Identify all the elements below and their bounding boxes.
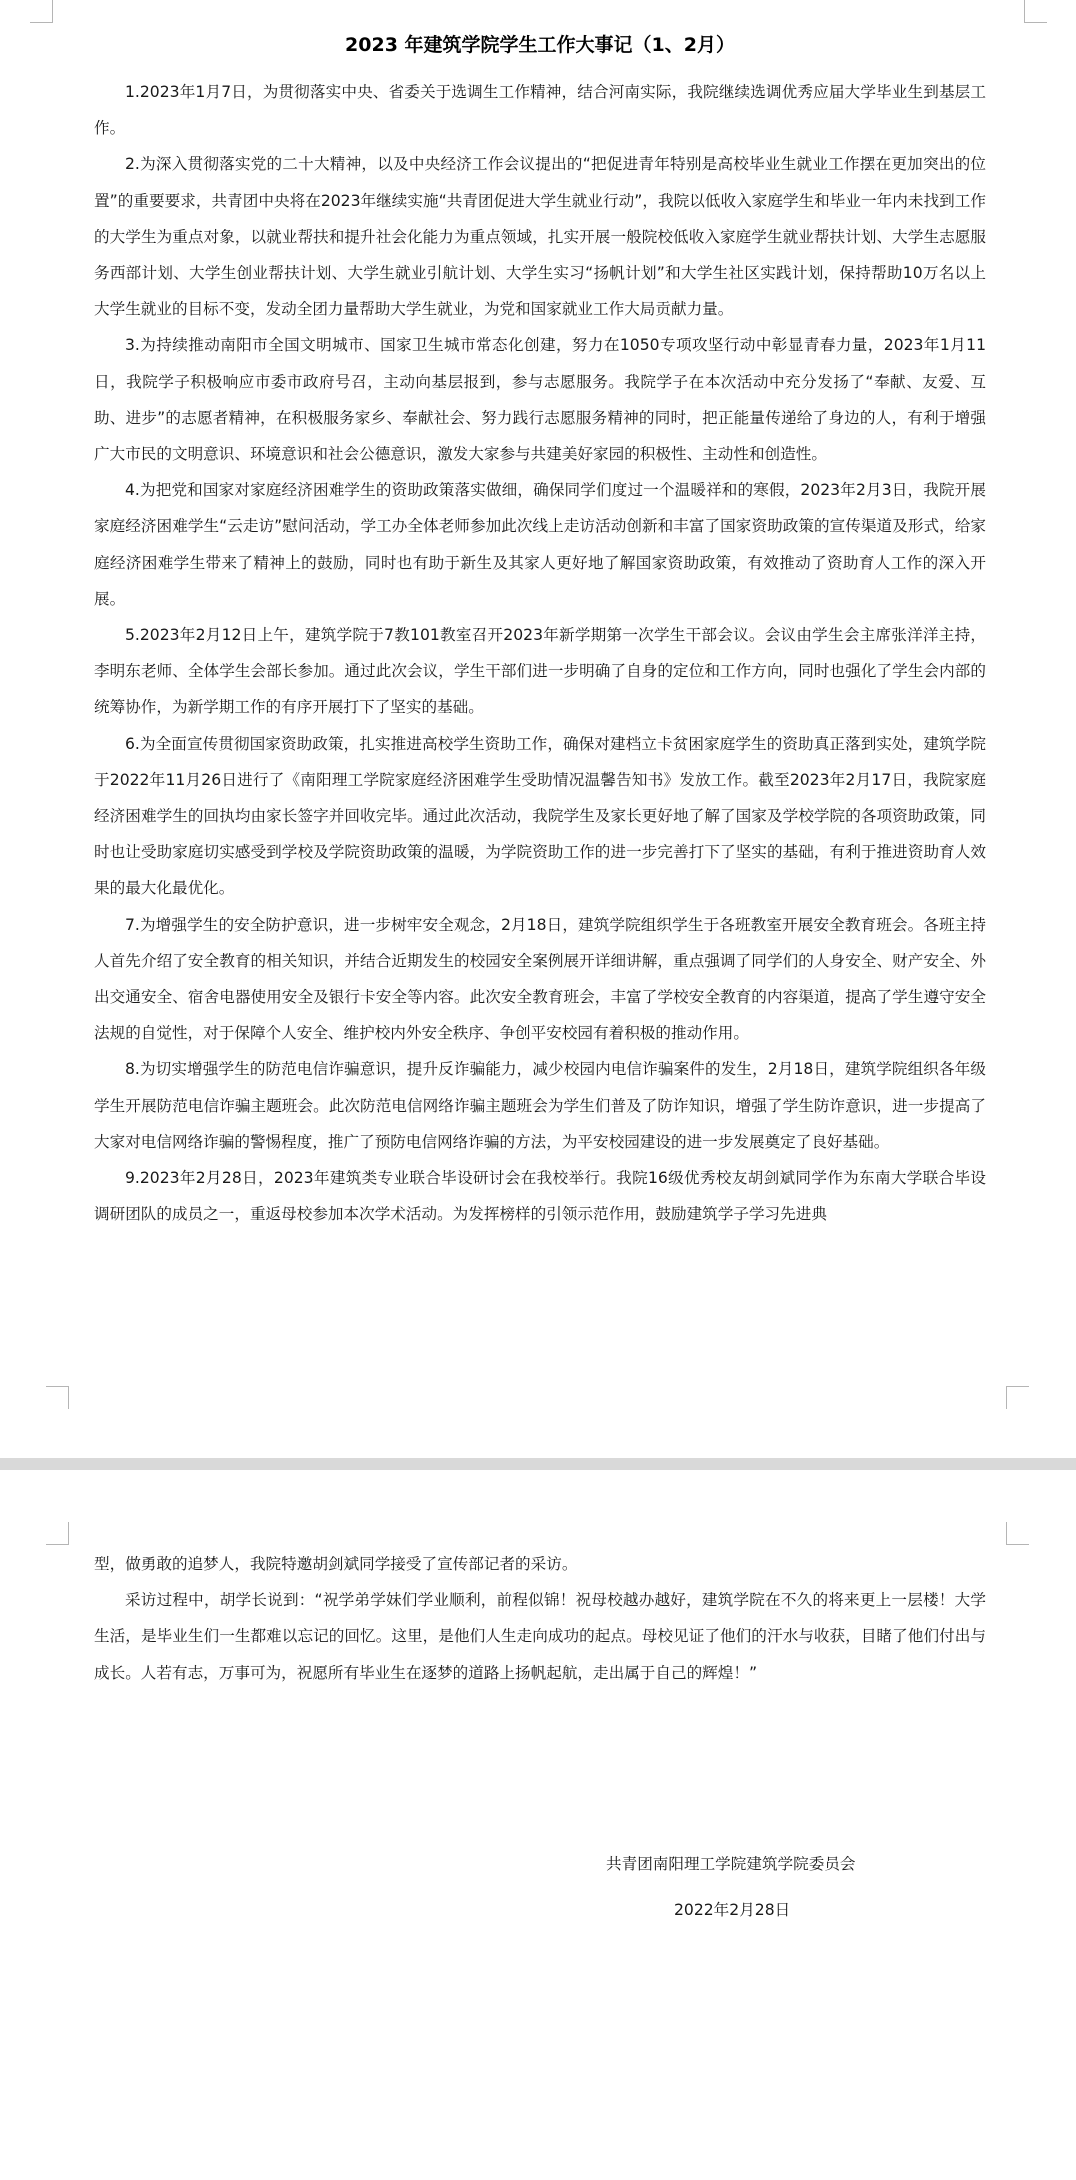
event-paragraph-4: 4.为把党和国家对家庭经济困难学生的资助政策落实做细，确保同学们度过一个温暖祥和的寒假，2023年2月3日，我院开展家庭经济困难学生“云走访”慰问活动，学工办全体老师参加此次线上走访活动创新和丰富了国家资助政策的宣传渠道及形式，给家庭经济困难学生带来了精神上的鼓励，同时也有助于新生及其家人更好地了解国家资助政策，有效推动了资助育人工作的深入开展。 (94, 481, 986, 608)
page-corner-mark (30, 0, 53, 23)
event-paragraph-9-continued: 型，做勇敢的追梦人，我院特邀胡剑斌同学接受了宣传部记者的采访。 (94, 1555, 578, 1573)
event-paragraph-5: 5.2023年2月12日上午，建筑学院于7教101教室召开2023年新学期第一次学生干部会议。会议由学生会主席张洋洋主持，李明东老师、全体学生会部长参加。通过此次会议，学生干部们进一步明确了自身的定位和工作方向，同时也强化了学生会内部的统筹协作，为新学期工作的有序开展打下了坚实的基础。 (94, 626, 986, 717)
event-paragraph-6: 6.为全面宣传贯彻国家资助政策，扎实推进高校学生资助工作，确保对建档立卡贫困家庭学生的资助真正落到实处，建筑学院于2022年11月26日进行了《南阳理工学院家庭经济困难学生受助情况温馨告知书》发放工作。截至2023年2月17日，我院家庭经济困难学生的回执均由家长签字并回收完毕。通过此次活动，我院学生及家长更好地了解了国家及学校学院的各项资助政策，同时也让受助家庭切实感受到学校及学院资助政策的温暖，为学院资助工作的进一步完善打下了坚实的基础，有利于推进资助育人效果的最大化最优化。 (94, 734, 986, 898)
page-corner-mark (46, 1522, 69, 1545)
event-paragraph-3: 3.为持续推动南阳市全国文明城市、国家卫生城市常态化创建，努力在1050专项攻坚行动中彰显青春力量，2023年1月11日，我院学子积极响应市委市政府号召，主动向基层报到，参与志愿服务。我院学子在本次活动中充分发扬了“奉献、友爱、互助、进步”的志愿者精神，在积极服务家乡、奉献社会、努力践行志愿服务精神的同时，把正能量传递给了身边的人，有利于增强广大市民的文明意识、环境意识和社会公德意识，激发大家参与共建美好家园的积极性、主动性和创造性。 (94, 336, 986, 464)
page-corner-mark (1006, 1386, 1029, 1409)
document-page-2 (0, 1470, 1076, 2180)
signature-organization: 共青团南阳理工学院建筑学院委员会 (606, 1855, 856, 1873)
page-1-content (94, 30, 986, 1233)
event-paragraph-8: 8.为切实增强学生的防范电信诈骗意识，提升反诈骗能力，减少校园内电信诈骗案件的发生，2月18日，建筑学院组织各年级学生开展防范电信诈骗主题班会。此次防范电信网络诈骗主题班会为学生们普及了防诈知识，增强了学生防诈意识，进一步提高了大家对电信网络诈骗的警惕程度，推广了预防电信网络诈骗的方法，为平安校园建设的进一步发展奠定了良好基础。 (94, 1060, 986, 1151)
page-2-content (94, 1546, 986, 1691)
page-corner-mark (1024, 0, 1047, 23)
document-title: 2023 年建筑学院学生工作大事记（1、2月） (345, 34, 735, 56)
event-paragraph-7: 7.为增强学生的安全防护意识，进一步树牢安全观念，2月18日，建筑学院组织学生于各班教室开展安全教育班会。各班主持人首先介绍了安全教育的相关知识，并结合近期发生的校园安全案例展开详细讲解，重点强调了同学们的人身安全、财产安全、外出交通安全、宿舍电器使用安全及银行卡安全等内容。此次安全教育班会，丰富了学校安全教育的内容渠道，提高了学生遵守安全法规的自觉性，对于保障个人安全、维护校内外安全秩序、争创平安校园有着积极的推动作用。 (94, 915, 986, 1043)
page-separator (0, 1458, 1076, 1470)
signature-date: 2022年2月28日 (674, 1901, 791, 1919)
interview-paragraph: 采访过程中，胡学长说到：“祝学弟学妹们学业顺利，前程似锦！祝母校越办越好，建筑学院在不久的将来更上一层楼！大学生活，是毕业生们一生都难以忘记的回忆。这里，是他们人生走向成功的起点。母校见证了他们的汗水与收获，目睹了他们付出与成长。人若有志，万事可为，祝愿所有毕业生在逐梦的道路上扬帆起航，走出属于自己的辉煌！” (94, 1591, 986, 1682)
page-corner-mark (46, 1386, 69, 1409)
event-paragraph-9: 9.2023年2月28日，2023年建筑类专业联合毕设研讨会在我校举行。我院16级优秀校友胡剑斌同学作为东南大学联合毕设调研团队的成员之一，重返母校参加本次学术活动。为发挥榜样的引领示范作用，鼓励建筑学子学习先进典 (94, 1169, 986, 1224)
page-corner-mark (1006, 1522, 1029, 1545)
event-paragraph-1: 1.2023年1月7日，为贯彻落实中央、省委关于选调生工作精神，结合河南实际，我院继续选调优秀应届大学毕业生到基层工作。 (94, 83, 986, 138)
event-paragraph-2: 2.为深入贯彻落实党的二十大精神，以及中央经济工作会议提出的“把促进青年特别是高校毕业生就业工作摆在更加突出的位置”的重要要求，共青团中央将在2023年继续实施“共青团促进大学生就业行动”，我院以低收入家庭学生和毕业一年内未找到工作的大学生为重点对象，以就业帮扶和提升社会化能力为重点领域，扎实开展一般院校低收入家庭学生就业帮扶计划、大学生志愿服务西部计划、大学生创业帮扶计划、大学生就业引航计划、大学生实习“扬帆计划”和大学生社区实践计划，保持帮助10万名以上大学生就业的目标不变，发动全团力量帮助大学生就业，为党和国家就业工作大局贡献力量。 (94, 155, 986, 319)
